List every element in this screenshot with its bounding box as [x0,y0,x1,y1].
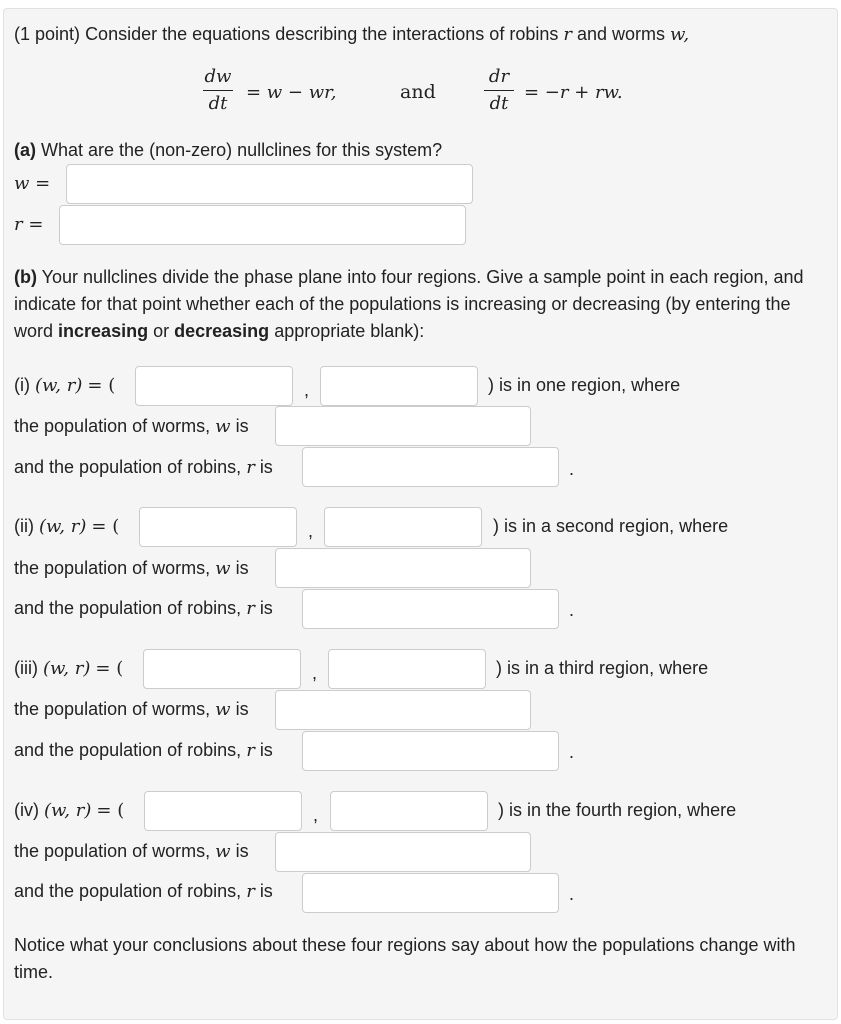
is-text: is [259,457,273,477]
region-3-worms-input[interactable] [275,690,531,730]
part-b-label: (b) [14,267,37,287]
is-text: is [259,740,273,760]
part-b-instructions [14,264,824,345]
equals-open-paren: = ( [95,658,124,679]
equals-open-paren: = ( [91,516,120,537]
region-2-numeral: (ii) [14,516,34,536]
point-pair: (w, r) [39,516,87,537]
fraction-bar [203,90,233,91]
r-nullcline-input[interactable] [59,205,466,245]
dr-dt-fraction [484,66,514,115]
dw-dt-fraction [203,66,233,115]
region-4-numeral: (iv) [14,800,39,820]
robins-status-label [14,738,273,763]
worms-text: the population of worms, [14,699,211,719]
decreasing-keyword: decreasing [174,321,270,341]
robins-status-label [14,596,273,621]
fraction-denominator: dt [489,93,509,114]
region-2-point-label [14,514,119,539]
region-3-point-label [14,656,123,681]
robins-symbol: r [246,881,255,902]
fraction-numerator: dr [488,66,510,87]
is-text: is [235,558,249,578]
robins-symbol: r [246,740,255,761]
region-2-robins-input[interactable] [302,589,559,629]
worms-status-label [14,414,249,439]
region-3-w-input[interactable] [143,649,301,689]
part-a-label: (a) [14,140,36,160]
is-text: is [235,841,249,861]
worms-text: the population of worms, [14,558,211,578]
region-3-suffix: ) is in a third region, where [496,658,709,678]
region-3-r-input[interactable] [328,649,486,689]
point-pair: (w, r) [44,800,92,821]
region-4-w-input[interactable] [144,791,302,831]
robins-status-label [14,455,273,480]
coordinate-comma: , [312,663,318,683]
robins-symbol: r [246,457,255,478]
region-4-point-label [14,798,124,823]
increasing-keyword: increasing [58,321,149,341]
worms-symbol: w [215,699,231,720]
equation-1-rhs: = w − wr, [246,82,337,103]
w-nullcline-label: w = [14,173,51,194]
robins-symbol: r [563,24,572,45]
robins-text: and the population of robins, [14,881,242,901]
or-text: or [153,321,170,341]
sentence-period: . [569,600,575,620]
equation-2-rhs: = −r + rw. [524,82,623,103]
worms-symbol: w [215,841,231,862]
is-text: is [259,881,273,901]
worms-symbol: w [215,416,231,437]
region-4-worms-input[interactable] [275,832,531,872]
robins-symbol: r [246,598,255,619]
robins-text: and the population of robins, [14,740,242,760]
part-b-text-end: appropriate blank): [274,321,425,341]
region-1-robins-input[interactable] [302,447,559,487]
worms-status-label [14,839,249,864]
is-text: is [235,416,249,436]
worms-text: the population of worms, [14,841,211,861]
region-2-r-input[interactable] [324,507,482,547]
sentence-period: . [569,742,575,762]
sentence-period: . [569,884,575,904]
worms-status-label [14,556,249,581]
robins-text: and the population of robins, [14,598,242,618]
region-4-r-input[interactable] [330,791,488,831]
fraction-bar [484,90,514,91]
region-1-point-label [14,373,115,398]
region-1-w-input[interactable] [135,366,293,406]
region-4-suffix: ) is in the fourth region, where [498,800,737,820]
w-nullcline-input[interactable] [66,164,473,204]
sentence-period: . [569,459,575,479]
coordinate-comma: , [304,380,310,400]
equation-connector: and [400,81,436,103]
robins-status-label [14,879,273,904]
region-2-worms-input[interactable] [275,548,531,588]
region-1-worms-input[interactable] [275,406,531,446]
part-a-text: What are the (non-zero) nullclines for this system? [41,140,443,160]
robins-text: and the population of robins, [14,457,242,477]
coordinate-comma: , [313,805,319,825]
equals-open-paren: = ( [96,800,125,821]
region-3-numeral: (iii) [14,658,38,678]
point-pair: (w, r) [35,375,83,396]
worms-symbol: w, [670,24,690,45]
is-text: is [259,598,273,618]
and-worms-text: and worms [577,24,666,44]
fraction-numerator: dw [204,66,232,87]
intro-text: Consider the equations describing the interactions of robins [85,24,559,44]
worms-status-label [14,697,249,722]
part-a-question [14,138,442,162]
region-2-w-input[interactable] [139,507,297,547]
region-4-robins-input[interactable] [302,873,559,913]
points-label: (1 point) [14,24,81,44]
problem-statement [14,22,689,47]
is-text: is [235,699,249,719]
conclusion-note: Notice what your conclusions about these four regions say about how the populations change with time. [14,935,796,982]
region-3-robins-input[interactable] [302,731,559,771]
worms-symbol: w [215,558,231,579]
region-1-suffix: ) is in one region, where [488,375,681,395]
worms-text: the population of worms, [14,416,211,436]
region-2-suffix: ) is in a second region, where [493,516,729,536]
equals-open-paren: = ( [87,375,116,396]
region-1-r-input[interactable] [320,366,478,406]
coordinate-comma: , [308,521,314,541]
r-nullcline-label: r = [14,214,44,235]
point-pair: (w, r) [43,658,91,679]
part-b-text: Your nullclines divide the phase plane into four regions. Give a sample point in each region, and indicate for that point whether each of the populations is increasing or decreasing (by entering the word [14,267,804,341]
fraction-denominator: dt [208,93,228,114]
region-1-numeral: (i) [14,375,30,395]
